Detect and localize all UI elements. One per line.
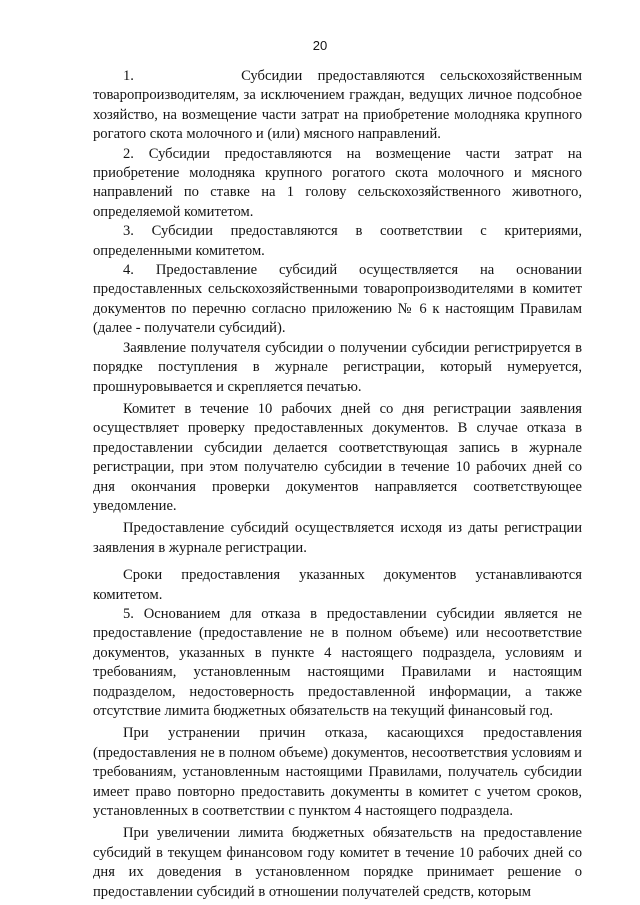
paragraph-2: 2. Субсидии предоставляются на возмещение части затрат на приобретение молодняка крупного рогатого скота молочного и мясного направлений по ставке на 1 голову сельскохозяйственного животного, определяемой комитетом.: [93, 145, 582, 220]
document-body: [93, 67, 582, 902]
paragraph-limit-increase: При увеличении лимита бюджетных обязательств на предоставление субсидий в текущем финансовом году комитет в течение 10 рабочих дней со дня их доведения в установленном порядке принимает решение о предоставлении субсидий в отношении получателей средств, которым: [93, 825, 582, 900]
paragraph-1: 1. Субсидии предоставляются сельскохозяйственным товаропроизводителям, за исключением граждан, ведущих личное подсобное хозяйство, на возмещение части затрат на приобретение молодняка крупного рогатого скота молочного и (или) мясного направлений.: [93, 68, 582, 143]
paragraph-committee-review: Комитет в течение 10 рабочих дней со дня регистрации заявления осуществляет проверку предоставленных документов. В случае отказа в предоставлении субсидии делается соответствующая запись в журнале регистрации, при этом получателю субсидии в течение 10 рабочих дней со дня окончания проверки документов направляется соответствующее уведомление.: [93, 400, 582, 514]
paragraph-5: 5. Основанием для отказа в предоставлении субсидии является не предоставление (предоставление не в полном объеме) или несоответствие документов, указанных в пункте 4 настоящего подраздела, условиям и требованиям, установленным настоящими Правилами и настоящим подразделом, недостоверность предоставленной информации, а также отсутствие лимита бюджетных обязательств на текущий финансовый год.: [93, 605, 582, 719]
paragraph-application-registration: Заявление получателя субсидии о получении субсидии регистрируется в порядке поступления в журнале регистрации, который нумеруется, прошнуровывается и скрепляется печатью.: [93, 339, 582, 395]
paragraph-provision-order: Предоставление субсидий осуществляется исходя из даты регистрации заявления в журнале регистрации.: [93, 520, 582, 556]
paragraph-4: 4. Предоставление субсидий осуществляется на основании предоставленных сельскохозяйственными товаропроизводителями в комитет документов по перечню согласно приложению № 6 к настоящим Правилам (далее - получатели субсидий).: [93, 262, 582, 337]
page-number: 20: [312, 38, 328, 53]
paragraph-document-terms: Сроки предоставления указанных документов устанавливаются комитетом.: [93, 567, 582, 603]
paragraph-3: 3. Субсидии предоставляются в соответствии с критериями, определенными комитетом.: [93, 223, 582, 259]
paragraph-resubmission: При устранении причин отказа, касающихся предоставления (предоставления не в полном объеме) документов, несоответствия условиям и требованиям, установленным настоящими Правилами, получатель субсидии имеет право повторно предоставить документы в комитет с учетом сроков, установленных в соответствии с пунктом 4 настоящего подраздела.: [93, 725, 582, 820]
